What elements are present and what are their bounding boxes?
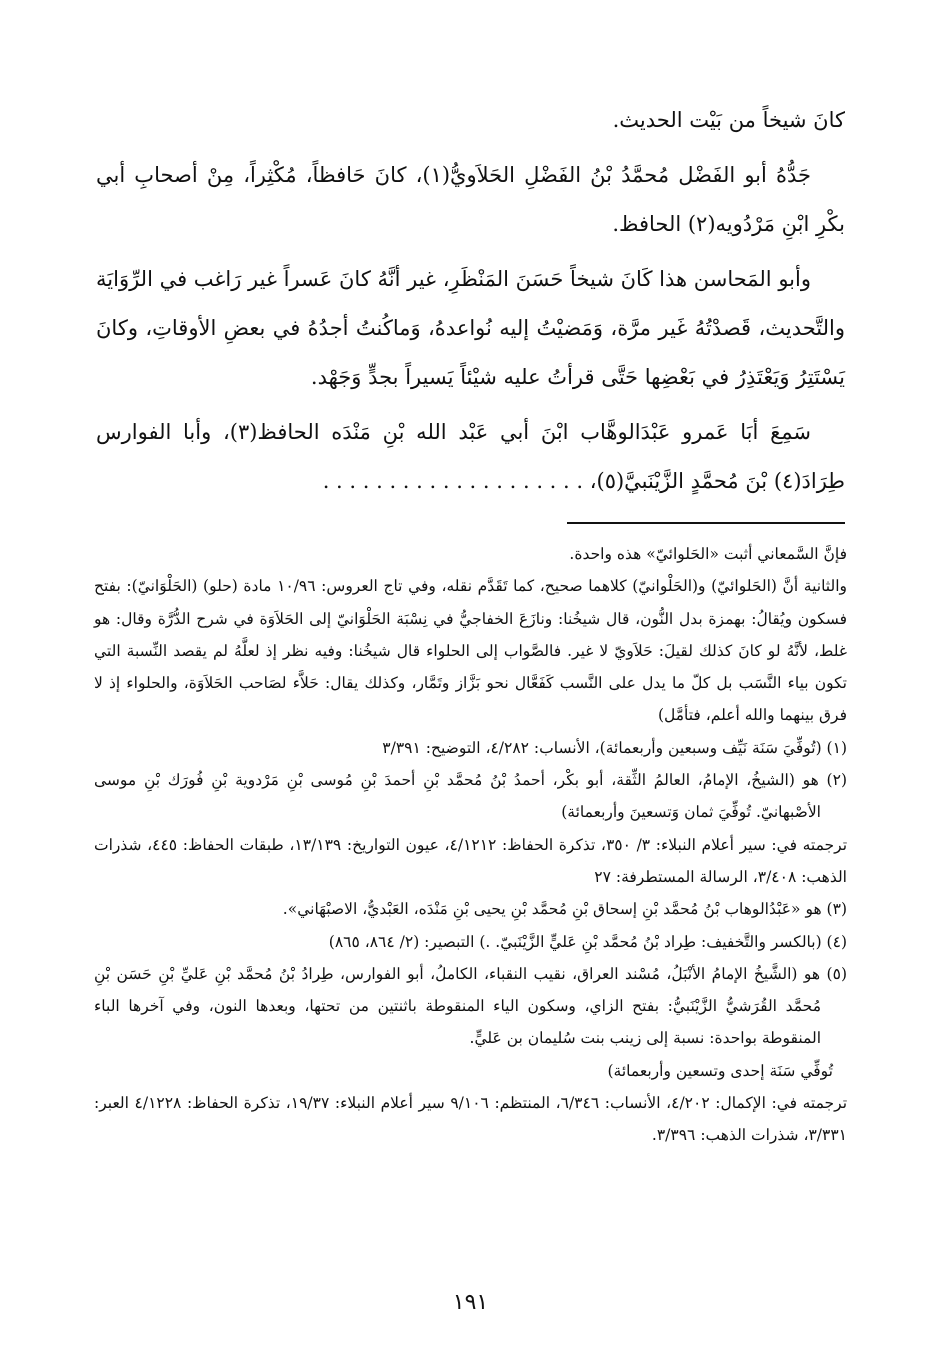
footnote-divider: [567, 522, 845, 524]
footnote-3: (٣) هو «عَبْدُالوهاب بْنُ مُحمَّد بْنِ إسحاق بْنِ مُحمَّد بْنِ يحيى بْنِ مَنْدَه، العَبْديُّ، الاصبْهَاني».: [282, 900, 847, 919]
main-text: [96, 96, 845, 512]
footnote-continuation: والثانية أنَّ (الحَلوائيّ) و(الحَلْوانيّ) كلاهما صحيح، كما تَقَدَّم نقله، وفي تاج العروس: ١٠/٩٦ مادة (حلو) (الحَلْوَانيّ): بفتح فسكون ويُقالُ: بهمزة بدل النُّون، قال شيخُنا: ونازَعَ الخفاجيُّ في نِسْبَة الحَلْوَانيّ إلى الحَلاَوَة في شرح الدُّرَّة وقال: هو غلط، لأنَّهُ لو كانَ كذلك لقيلَ: حَلاَويّ لا غير. فالصَّواب إلى الحلواء قال شيخُنا: وفيه نظر إذ لعلَّهُ لم يقصد النِّسبة التي تكون بياء النَّسَب بل كلّ ما يدل على النَّسب كَفَعَّال نحو بَزَّاز وتَمَّار، وكذلك يقال: حَلاَّء لصَاحب الحَلاَوَة، والحلواء إذ لا فرق بينهما والله أعلم، فتأمَّل): [94, 577, 848, 725]
page-number: ١٩١: [452, 1290, 489, 1315]
main-paragraph: جَدُّهُ أبو الفَضْل مُحمَّدُ بْنُ الفَضْلِ الحَلاَويُّ(١)، كانَ حَافظاً، مُكْثِراً، مِنْ أصحابِ أبي بكْرِ ابْنِ مَرْدُويه(٢) الحافظ.: [96, 163, 845, 236]
footnote-5-death: تُوفِّي سَنَة إحدى وتسعين وأربعمائة): [607, 1061, 833, 1080]
footnote-2-sources: ترجمته في: سير أعلام النبلاء: ٣/ ٣٥٠، تذكرة الحفاظ: ٤/١٢١٢، عيون التواريخ: ١٣/١٣٩، طبقات الحفاظ: ٤٤٥، شذرات الذهب: ٣/٤٠٨، الرسالة المستطرفة: ٢٧: [94, 835, 848, 886]
main-paragraph: سَمِعَ أبَا عَمرو عَبْدَالوهَّاب ابْنَ أبي عَبْد الله بْنِ مَنْدَه الحافظ(٣)، وأبا الفوارس طِرَادَ(٤) بْنَ مُحمَّدٍ الزَّيْنَبيَّ(٥)، . . . . . . . . . . . . . . . . . . . .: [96, 420, 845, 493]
main-paragraph: كانَ شيخاً من بَيْت الحديث.: [612, 108, 845, 132]
footnote-2: (٢) هو (الشيخُ، الإمامُ، العالمُ الثِّقة، أبو بكْر، أحمدُ بْنُ مُحمَّد بْنِ أحمدَ بْنِ مُوسى بْنِ مَرْدوية بْنِ فُورَك بْنِ موسى الأصْبهانيّ. تُوفِّيَ ثمان وَتسعينَ وأربعمائة): [94, 771, 847, 822]
footnote-continuation: فإنَّ السَّمعاني أثبت «الحَلوائيّ» هذه واحدة.: [569, 545, 847, 563]
footnote-4: (٤) (بالكسر والتَّخفيف: طِراد بْنُ مُحمَّد بْنِ عَليٍّ الزَّيْنَبيّ. .) التبصير: (٢/ ٨٦٤، ٨٦٥): [328, 932, 847, 951]
footnote-1: (١) (تُوفِّيَ سَنَة نَيِّف وسبعين وأربعمائة)، الأنساب: ٤/٢٨٢، التوضيح: ٣/٣٩١: [382, 738, 847, 757]
footnote-5: (٥) هو (الشَّيخُ الإمامُ الأنْبَلُ، مُسْند العراق، نقيب النقباء، الكاملُ، أبو الفوارس، طِرادُ بْنُ مُحمَّد بْنِ عَليِّ بْنِ حَسَن بْنِ مُحمَّد القُرَشيُّ الزَّيْنَبيُّ: بفتح الزاي، وسكون الياء المنقوطة باثنتين من تحتها، وبعدها النون، وفي آخرها الباء المنقوطة بواحدة: نسبة إلى زينب بنت سُليمان بن عَليٍّ.: [94, 964, 847, 1048]
footnotes: [94, 538, 847, 1152]
footnote-5-sources: ترجمته في: الإكمال: ٤/٢٠٢، الأنساب: ٦/٣٤٦، المنتظم: ٩/١٠٦ سير أعلام النبلاء: ١٩/٣٧، تذكرة الحفاظ: ٤/١٢٢٨ العبر: ٣/٣٣١، شذرات الذهب: ٣/٣٩٦.: [94, 1094, 848, 1145]
main-paragraph: وأبو المَحاسن هذا كَانَ شيخاً حَسَنَ المَنْظَرِ، غير أنَّهُ كانَ عَسراً غير رَاغب في الرِّوَايَة والتَّحديث، قَصدْتُهُ غَير مرَّة، وَمَضيْتُ إليه نُواعدهُ، وَماكُنتُ أجدُهُ في بعضِ الأوقاتِ، وكانَ يَسْتَتِرُ وَيَعْتَذِرُ في بَعْضِها حَتَّى قرأتُ عليه شيْئاً يَسيراً بجدٍّ وَجَهْد.: [96, 267, 845, 389]
